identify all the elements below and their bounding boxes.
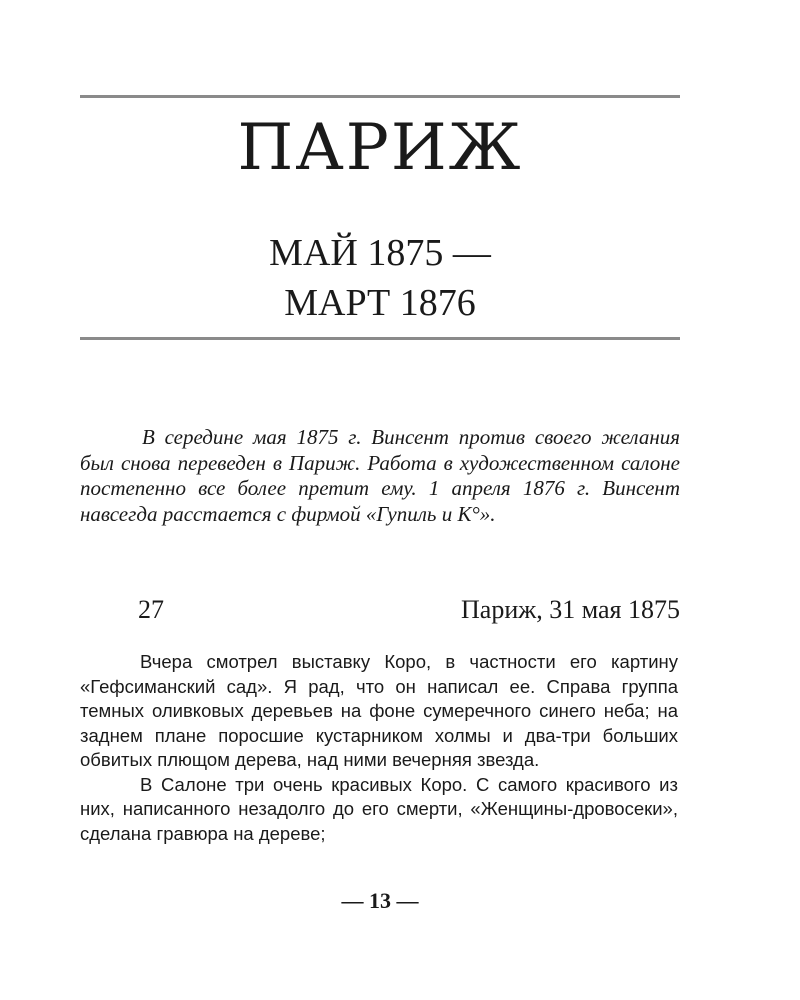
chapter-title: ПАРИЖ [237,111,523,185]
chapter-subtitle [80,228,680,328]
page-number: — 13 — [341,888,419,913]
letter-paragraph-1: Вчера смотрел выставку Коро, в частности его картину «Гефсиманский сад». Я рад, что он написал ее. Справа группа темных оливковых деревьев на фоне сумеречного синего неба; на заднем плане поросшие кустарником холмы и два-три больших обвитых плющом дерева, над ними вечерняя звезда. [80,651,678,770]
intro-paragraph: В середине мая 1875 г. Винсент против своего желания был снова переведен в Париж. Работа в художественном салоне постепенно все более претит ему. 1 апреля 1876 г. Винсент навсегда расстается с фирмой «Гупиль и К°». [80,425,680,526]
subtitle-line-2: МАРТ 1876 [284,282,476,324]
letter-body [80,650,678,846]
top-divider [80,95,680,98]
bottom-divider [80,337,680,340]
letter-heading [138,590,680,630]
letter-number: 27 [138,595,164,624]
letter-paragraph-2: В Салоне три очень красивых Коро. С самого красивого из них, написанного незадолго до его смерти, «Женщины-дровосеки», сделана гравюра на дереве; [80,773,678,844]
subtitle-line-1: МАЙ 1875 — [269,232,491,274]
letter-place-date: Париж, 31 мая 1875 [461,595,680,624]
